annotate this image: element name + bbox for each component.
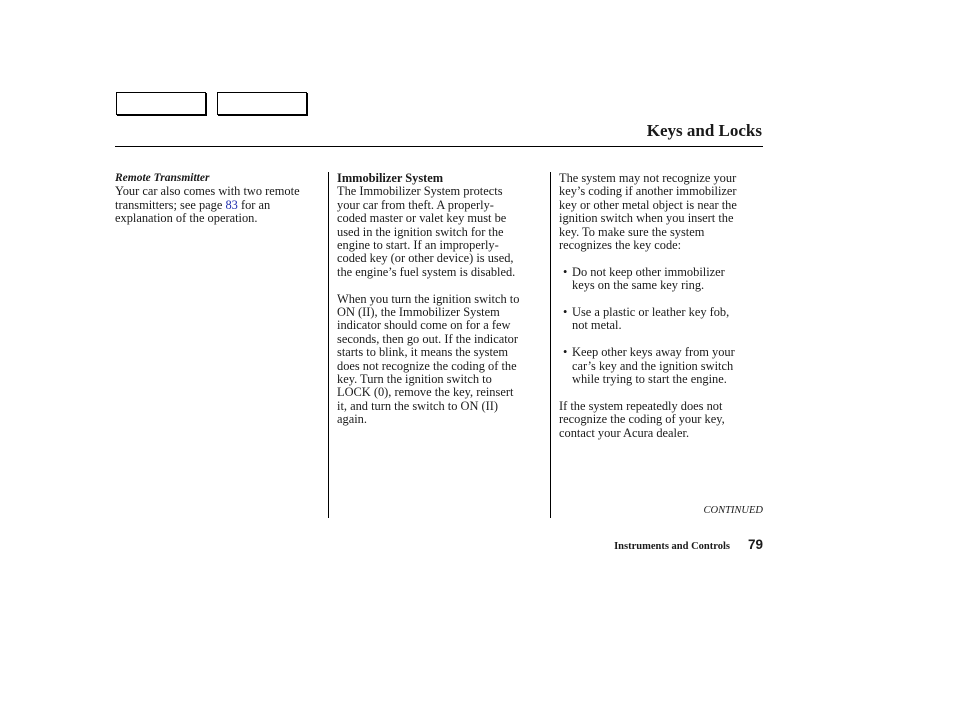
remote-transmitter-heading: Remote Transmitter [115,172,210,184]
bullet-text: Use a plastic or leather key fob, [572,305,730,320]
column-key-recognition [559,172,763,440]
footer-section-name: Instruments and Controls [614,541,730,552]
body-line: Your car also comes with two remote [115,184,300,199]
body-line: indicator should come on for a few [337,318,511,333]
body-line: explanation of the operation. [115,211,258,226]
body-line: The Immobilizer System protects [337,184,503,199]
nav-button-right[interactable] [217,92,307,115]
paragraph-gap [337,279,545,292]
body-line: the engine’s fuel system is disabled. [337,264,516,279]
body-line: engine to start. If an improperly- [337,238,499,253]
bullet-item [559,306,763,319]
bullet-icon: • [563,264,568,279]
bullet-icon: • [563,305,568,320]
body-text: transmitters; see page [115,197,226,212]
body-line: it, and turn the switch to ON (II) [337,398,499,413]
body-line: again. [337,412,367,427]
body-line: ON (II), the Immobilizer System [337,305,500,320]
body-line: seconds, then go out. If the indicator [337,331,518,346]
immobilizer-heading: Immobilizer System [337,171,444,185]
body-line: key or other metal object is near the [559,197,737,212]
body-text: for an [237,197,271,212]
body-line: ignition switch when you insert the [559,211,734,226]
body-line [115,199,325,212]
body-line: does not recognize the coding of the [337,358,517,373]
column-divider-2 [550,172,551,518]
bullet-item-continued: car’s key and the ignition switch [572,358,734,373]
bullet-text: Do not keep other immobilizer [572,264,725,279]
page-83-link[interactable]: 83 [225,197,238,212]
body-line: recognizes the key code: [559,238,682,253]
bullet-item-continued: keys on the same key ring. [572,278,705,293]
body-line: contact your Acura dealer. [559,425,690,440]
body-line: When you turn the ignition switch to [337,291,520,306]
body-line: starts to blink, it means the system [337,345,509,360]
body-line: key’s coding if another immobilizer [559,184,737,199]
body-line: The system may not recognize your [559,171,737,185]
column-divider-1 [328,172,329,518]
bullet-item [559,266,763,279]
column-remote-transmitter [115,172,325,226]
bullet-text: Keep other keys away from your [572,345,735,360]
body-line: coded master or valet key must be [337,211,507,226]
paragraph-gap [559,333,763,346]
page-number: 79 [747,537,763,552]
paragraph-gap [559,252,763,265]
continued-label: CONTINUED [703,505,763,516]
header-rule [115,146,763,147]
column-immobilizer [337,172,545,427]
paragraph-gap [559,293,763,306]
bullet-item-continued: while trying to start the engine. [572,372,727,387]
section-title: Keys and Locks [646,121,762,140]
body-line: LOCK (0), remove the key, reinsert [337,385,514,400]
body-line: coded key (or other device) is used, [337,251,514,266]
body-line: If the system repeatedly does not [559,398,723,413]
bullet-icon: • [563,345,568,360]
body-line: your car from theft. A properly- [337,197,494,212]
bullet-item-continued: not metal. [572,318,622,333]
body-line: key. Turn the ignition switch to [337,372,492,387]
nav-button-left[interactable] [116,92,206,115]
body-line: recognize the coding of your key, [559,412,725,427]
body-line: used in the ignition switch for the [337,224,504,239]
paragraph-gap [559,386,763,399]
body-line: key. To make sure the system [559,224,705,239]
bullet-item [559,346,763,359]
